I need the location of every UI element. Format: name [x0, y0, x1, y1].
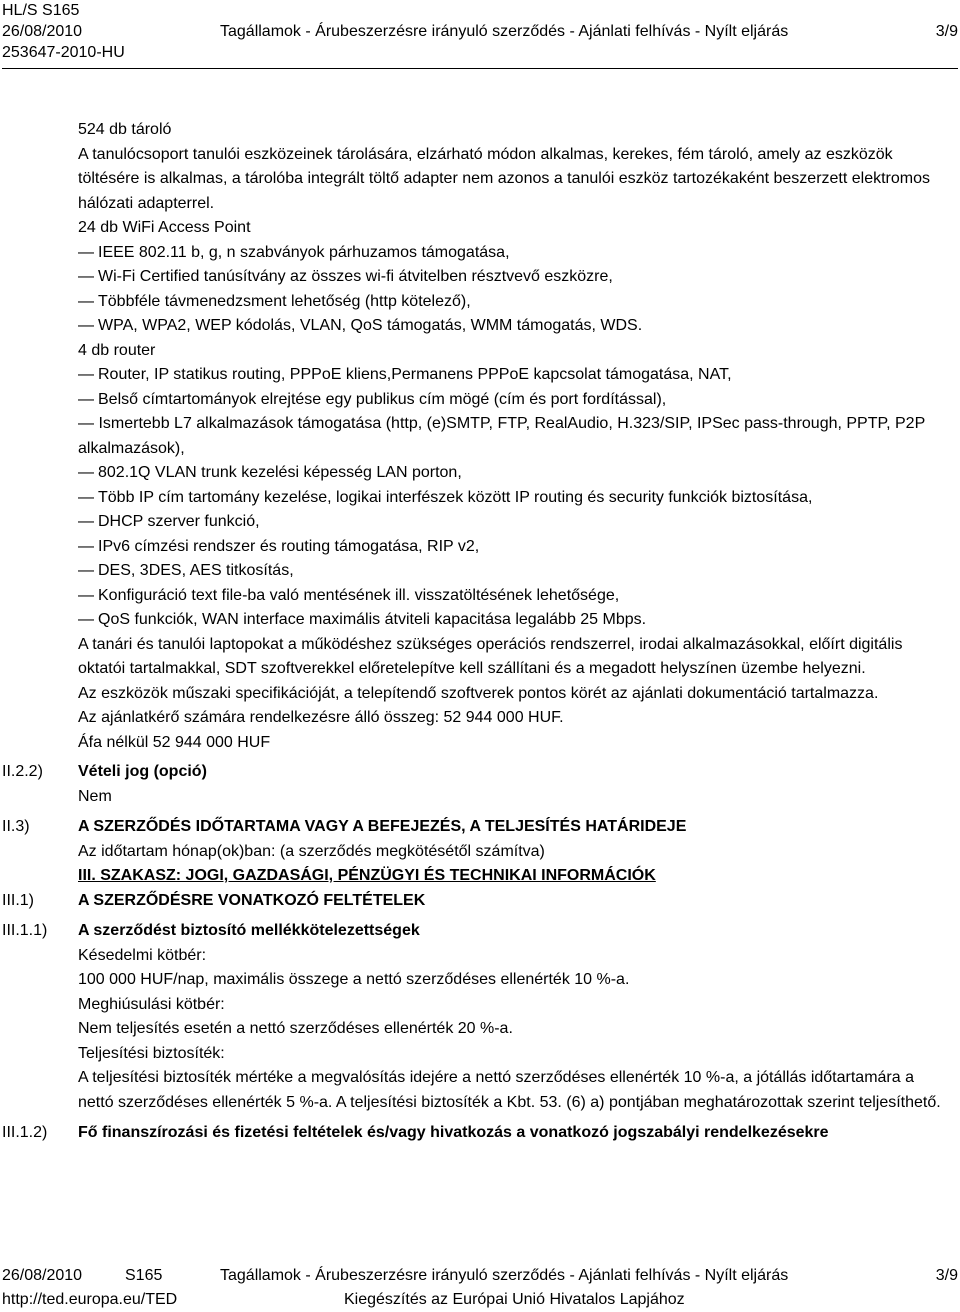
list-item: — IPv6 címzési rendszer és routing támogatása, RIP v2, [78, 535, 948, 560]
section-ii-2-2 [2, 760, 948, 809]
header-divider [2, 68, 958, 69]
dash-bullet: — [78, 464, 94, 481]
dash-bullet: — [78, 537, 94, 555]
doc-id: HL/S S165 [2, 2, 80, 19]
list-item: — DHCP szerver funkció, [78, 510, 948, 535]
dash-bullet: — [78, 292, 94, 310]
section-iii-1 [2, 889, 948, 914]
dash-bullet: — [78, 488, 94, 506]
list-item: — Konfiguráció text file-ba való mentésének ill. visszatöltésének lehetősége, [78, 584, 948, 609]
dash-bullet: — [78, 562, 94, 579]
list-item: — IEEE 802.11 b, g, n szabványok párhuzamos támogatása, [78, 241, 948, 266]
list-item: — Ismertebb L7 alkalmazások támogatása (http, (e)SMTP, FTP, RealAudio, H.323/SIP, IPSec pass-through, PPTP, P2P alkalmazások), [78, 415, 925, 457]
dash-bullet: — [78, 268, 94, 285]
list-item: — DES, 3DES, AES titkosítás, [78, 559, 948, 584]
header-date: 26/08/2010 [2, 23, 83, 40]
footer-series: S165 [125, 1267, 163, 1284]
section-title: A SZERZŐDÉS IDŐTARTAMA VAGY A BEFEJEZÉS, A TELJESÍTÉS HATÁRIDEJE [78, 818, 687, 835]
header-page-number: 3/9 [935, 23, 958, 40]
budget-net: Áfa nélkül 52 944 000 HUF [78, 733, 271, 751]
footer-title: Tagállamok - Árubeszerzésre irányuló szerződés - Ajánlati felhívás - Nyílt eljárás [220, 1267, 789, 1284]
section-number: II.2.2) [2, 763, 43, 780]
section-number: III.1.2) [2, 1124, 48, 1141]
page-header [2, 0, 958, 63]
performance-guarantee-value: A teljesítési biztosíték mértéke a megvalósítás idejére a nettó szerződéses ellenérték 10 %-a, a jótállás időtartamára a nettó szerződéses ellenérték 5 %-a. A teljesítési biztosíték a Kbt. 53. (6) a) pontjában meghatározottak szerint teljesíthető. [78, 1069, 941, 1111]
list-item: — 802.1Q VLAN trunk kezelési képesség LAN porton, [78, 461, 948, 486]
budget-amount: Az ajánlatkérő számára rendelkezésre álló összeg: 52 944 000 HUF. [78, 709, 564, 726]
list-item: — Többféle távmenedzsment lehetőség (http kötelező), [78, 290, 948, 315]
list-item: — WPA, WPA2, WEP kódolás, VLAN, QoS támogatás, WMM támogatás, WDS. [78, 314, 948, 339]
section-iii-1-2 [2, 1121, 948, 1146]
section-title: Vételi jog (opció) [78, 763, 207, 780]
dash-bullet: — [78, 243, 94, 261]
section-title: A szerződést biztosító mellékkötelezettségek [78, 922, 420, 939]
performance-guarantee-label: Teljesítési biztosíték: [78, 1044, 225, 1062]
header-title: Tagállamok - Árubeszerzésre irányuló szerződés - Ajánlati felhívás - Nyílt eljárás [220, 23, 789, 40]
section-number: II.3) [2, 818, 30, 835]
router-item: 4 db router [78, 341, 156, 359]
notice-number: 253647-2010-HU [2, 44, 125, 61]
footer-date: 26/08/2010 [2, 1267, 83, 1284]
footer-page-number: 3/9 [935, 1267, 958, 1284]
list-item: — Router, IP statikus routing, PPPoE kliens,Permanens PPPoE kapcsolat támogatása, NAT, [78, 363, 948, 388]
section-title: A SZERZŐDÉSRE VONATKOZÓ FELTÉTELEK [78, 891, 426, 909]
router-spec-list [78, 363, 948, 633]
penalty-delay-label: Késedelmi kötbér: [78, 946, 207, 964]
dash-bullet: — [78, 415, 99, 432]
dash-bullet: — [78, 611, 94, 628]
footer-journal-title: Kiegészítés az Európai Unió Hivatalos Lapjához [344, 1291, 685, 1308]
dash-bullet: — [78, 317, 94, 334]
list-item: — Wi-Fi Certified tanúsítvány az összes wi-fi átvitelben résztvevő eszközre, [78, 265, 948, 290]
dash-bullet: — [78, 586, 94, 604]
page-footer [2, 1264, 958, 1312]
list-item: — Belső címtartományok elrejtése egy publikus cím mögé (cím és port fordítással), [78, 388, 948, 413]
installation-paragraph: A tanári és tanulói laptopokat a működéshez szükséges operációs rendszerrel, irodai alkalmazásokkal, előírt digitális oktatói tartalmakkal, SDT szoftverekkel előretelepítve kell szállítani és a megadott helyszínen üzembe helyezni. [78, 635, 903, 677]
section-number: III.1.1) [2, 922, 48, 939]
section-value: Az időtartam hónap(ok)ban: (a szerződés megkötésétől számítva) [78, 842, 545, 860]
main-content [2, 118, 948, 1146]
section-value: Nem [78, 787, 112, 805]
section-title: Fő finanszírozási és fizetési feltételek és/vagy hivatkozás a vonatkozó jogszabályi rendelkezésekre [78, 1124, 829, 1141]
penalty-delay-value: 100 000 HUF/nap, maximális összege a nettó szerződéses ellenérték 10 %-a. [78, 971, 630, 988]
dash-bullet: — [78, 390, 94, 408]
penalty-failure-label: Meghiúsulási kötbér: [78, 995, 225, 1013]
section-iii-1-1 [2, 919, 948, 1115]
list-item: — Több IP cím tartomány kezelése, logikai interfészek között IP routing és security funkciók biztosítása, [78, 486, 948, 511]
footer-url[interactable]: http://ted.europa.eu/TED [2, 1291, 178, 1308]
wifi-item: 24 db WiFi Access Point [78, 219, 251, 236]
part-iii-heading: III. SZAKASZ: JOGI, GAZDASÁGI, PÉNZÜGYI ÉS TECHNIKAI INFORMÁCIÓK [78, 867, 656, 884]
storage-description: A tanulócsoport tanulói eszközeinek tárolására, elzárható módon alkalmas, kerekes, fém tároló, amely az eszközök töltésére is alkalmas, a tárolóba integrált töltő adapter nem azonos a tanulói eszköz tartozékaként beszerzett elektromos hálózati adapterrel. [78, 145, 931, 212]
dash-bullet: — [78, 513, 94, 530]
section-number: III.1) [2, 891, 35, 909]
dash-bullet: — [78, 366, 94, 383]
wifi-spec-list [78, 241, 948, 339]
specification-paragraph: Az eszközök műszaki specifikációját, a telepítendő szoftverek pontos körét az ajánlati dokumentáció tartalmazza. [78, 684, 879, 702]
storage-item: 524 db tároló [78, 121, 172, 138]
penalty-failure-value: Nem teljesítés esetén a nettó szerződéses ellenérték 20 %-a. [78, 1020, 513, 1037]
section-ii-3 [2, 815, 948, 864]
list-item: — QoS funkciók, WAN interface maximális átviteli kapacitása legalább 25 Mbps. [78, 608, 948, 633]
